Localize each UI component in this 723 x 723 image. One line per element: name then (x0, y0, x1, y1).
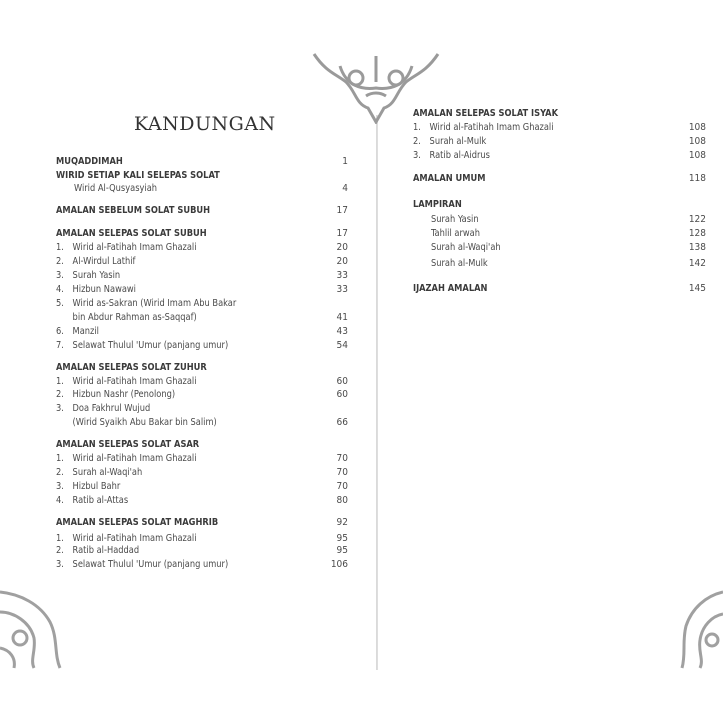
toc-entry (56, 495, 128, 507)
entry-number: 5. (56, 298, 64, 309)
page-number: 60 (336, 389, 348, 400)
entry-number: 3. (56, 270, 64, 281)
page-number: 122 (688, 214, 706, 225)
entry-title: Wirid al-Fatihah Imam Ghazali (72, 376, 197, 387)
page-number: 20 (336, 242, 348, 253)
book-page (0, 52, 723, 670)
toc-entry (56, 533, 197, 545)
toc-entry (56, 403, 150, 415)
toc-entry (431, 214, 479, 226)
entry-title: bin Abdur Rahman as-Saqqaf) (72, 312, 197, 323)
entry-number: 2. (56, 467, 64, 478)
entry-title: Manzil (72, 326, 99, 337)
page-number: 60 (336, 376, 348, 387)
page-number: 108 (688, 122, 706, 133)
page-number: 1 (342, 156, 348, 167)
entry-title: Ratib al-Haddad (72, 545, 140, 556)
toc-heading (56, 439, 199, 451)
entry-title: Wirid al-Fatihah Imam Ghazali (72, 453, 197, 464)
page-number: 33 (336, 270, 348, 281)
page-number: 145 (688, 283, 706, 294)
toc-entry (431, 258, 488, 270)
toc-entry (56, 256, 135, 268)
page-number: 17 (336, 228, 348, 239)
toc-entry (413, 150, 490, 162)
entry-title: Surah al-Waqi'ah (72, 467, 143, 478)
entry-title: AMALAN SELEPAS SOLAT ASAR (56, 439, 200, 450)
entry-title: Surah al-Mulk (429, 136, 487, 147)
entry-number: 2. (56, 256, 64, 267)
toc-heading (56, 362, 207, 374)
entry-title: Hizbun Nawawi (72, 284, 136, 295)
page-number: 70 (336, 481, 348, 492)
entry-title: Selawat Thulul 'Umur (panjang umur) (72, 340, 229, 351)
entry-number: 2. (56, 545, 64, 556)
entry-number: 6. (56, 326, 64, 337)
page-number: 118 (688, 173, 706, 184)
toc-heading (413, 283, 487, 295)
entry-title: Wirid al-Fatihah Imam Ghazali (429, 122, 554, 133)
entry-title: AMALAN SEBELUM SOLAT SUBUH (56, 205, 211, 216)
toc-entry (413, 122, 554, 134)
toc-entry (56, 284, 136, 296)
toc-entry (56, 453, 197, 465)
entry-number: 1. (413, 122, 421, 133)
entry-number: 2. (413, 136, 421, 147)
entry-number: 3. (56, 559, 64, 570)
entry-title: LAMPIRAN (413, 199, 462, 210)
toc-entry (56, 559, 228, 571)
toc-heading (56, 156, 123, 168)
toc-heading (56, 170, 220, 182)
corner-ornament-left-icon (0, 588, 62, 670)
toc-entry (431, 242, 501, 254)
page-fold-line (376, 115, 378, 670)
entry-number: 4. (56, 495, 64, 506)
entry-title: AMALAN SELEPAS SOLAT MAGHRIB (56, 517, 219, 528)
entry-number: 1. (56, 533, 64, 544)
toc-entry (56, 389, 175, 401)
page-number: 54 (336, 340, 348, 351)
entry-title: Hizbun Nashr (Penolong) (72, 389, 176, 400)
page-number: 41 (336, 312, 348, 323)
toc-entry (56, 326, 99, 338)
entry-title: IJAZAH AMALAN (413, 283, 488, 294)
entry-title: Ratib al-Aidrus (429, 150, 490, 161)
toc-heading (56, 205, 210, 217)
corner-ornament-right-icon (680, 588, 723, 670)
entry-number: 3. (56, 403, 64, 414)
toc-entry (56, 242, 197, 254)
page-number: 128 (688, 228, 706, 239)
entry-title: Wirid Al-Qusyasyiah (74, 183, 158, 194)
entry-number: 2. (56, 389, 64, 400)
toc-heading (56, 517, 218, 529)
toc-entry (56, 417, 217, 429)
entry-number: 1. (56, 376, 64, 387)
toc-entry (431, 228, 480, 240)
entry-title: MUQADDIMAH (56, 156, 123, 167)
entry-title: Doa Fakhrul Wujud (72, 403, 151, 414)
page-number: 92 (336, 517, 348, 528)
entry-title: Tahlil arwah (431, 228, 480, 239)
entry-title: AMALAN SELEPAS SOLAT ZUHUR (56, 362, 207, 373)
page-number: 95 (336, 545, 348, 556)
entry-title: Wirid al-Fatihah Imam Ghazali (72, 242, 197, 253)
toc-entry (74, 183, 157, 195)
page-title: KANDUNGAN (134, 113, 276, 135)
entry-number: 3. (413, 150, 421, 161)
page-number: 106 (330, 559, 348, 570)
toc-entry (56, 467, 142, 479)
entry-title: Surah al-Waqi'ah (431, 242, 501, 253)
entry-number: 7. (56, 340, 64, 351)
entry-title: Surah al-Mulk (431, 258, 488, 269)
toc-entry (56, 312, 197, 324)
toc-entry (56, 545, 139, 557)
entry-number: 4. (56, 284, 64, 295)
page-number: 33 (336, 284, 348, 295)
entry-number: 1. (56, 242, 64, 253)
toc-heading (413, 199, 462, 211)
toc-entry (56, 270, 120, 282)
toc-entry (56, 340, 228, 352)
toc-entry (56, 298, 236, 310)
toc-heading (413, 108, 558, 120)
entry-title: Wirid al-Fatihah Imam Ghazali (72, 533, 197, 544)
toc-heading (56, 228, 207, 240)
entry-title: AMALAN SELEPAS SOLAT SUBUH (56, 228, 207, 239)
page-number: 108 (688, 150, 706, 161)
toc-entry (413, 136, 486, 148)
entry-title: Selawat Thulul 'Umur (panjang umur) (72, 559, 229, 570)
page-number: 20 (336, 256, 348, 267)
entry-title: Ratib al-Attas (72, 495, 129, 506)
toc-entry (56, 481, 120, 493)
entry-title: Surah Yasin (72, 270, 121, 281)
page-number: 43 (336, 326, 348, 337)
entry-title: AMALAN UMUM (413, 173, 486, 184)
page-number: 66 (336, 417, 348, 428)
toc-entry (56, 376, 197, 388)
entry-title: Surah Yasin (431, 214, 479, 225)
page-number: 138 (688, 242, 706, 253)
page-number: 80 (336, 495, 348, 506)
entry-title: Wirid as-Sakran (Wirid Imam Abu Bakar (72, 298, 237, 309)
page-number: 142 (688, 258, 706, 269)
page-number: 95 (336, 533, 348, 544)
page-number: 17 (336, 205, 348, 216)
toc-heading (413, 173, 485, 185)
page-number: 108 (688, 136, 706, 147)
entry-title: Hizbul Bahr (72, 481, 121, 492)
entry-title: Al-Wirdul Lathif (72, 256, 136, 267)
page-number: 70 (336, 453, 348, 464)
page-number: 70 (336, 467, 348, 478)
entry-number: 1. (56, 453, 64, 464)
entry-title: (Wirid Syaikh Abu Bakar bin Salim) (72, 417, 217, 428)
entry-number: 3. (56, 481, 64, 492)
entry-title: WIRID SETIAP KALI SELEPAS SOLAT (56, 170, 220, 181)
page-number: 4 (342, 183, 348, 194)
entry-title: AMALAN SELEPAS SOLAT ISYAK (413, 108, 559, 119)
